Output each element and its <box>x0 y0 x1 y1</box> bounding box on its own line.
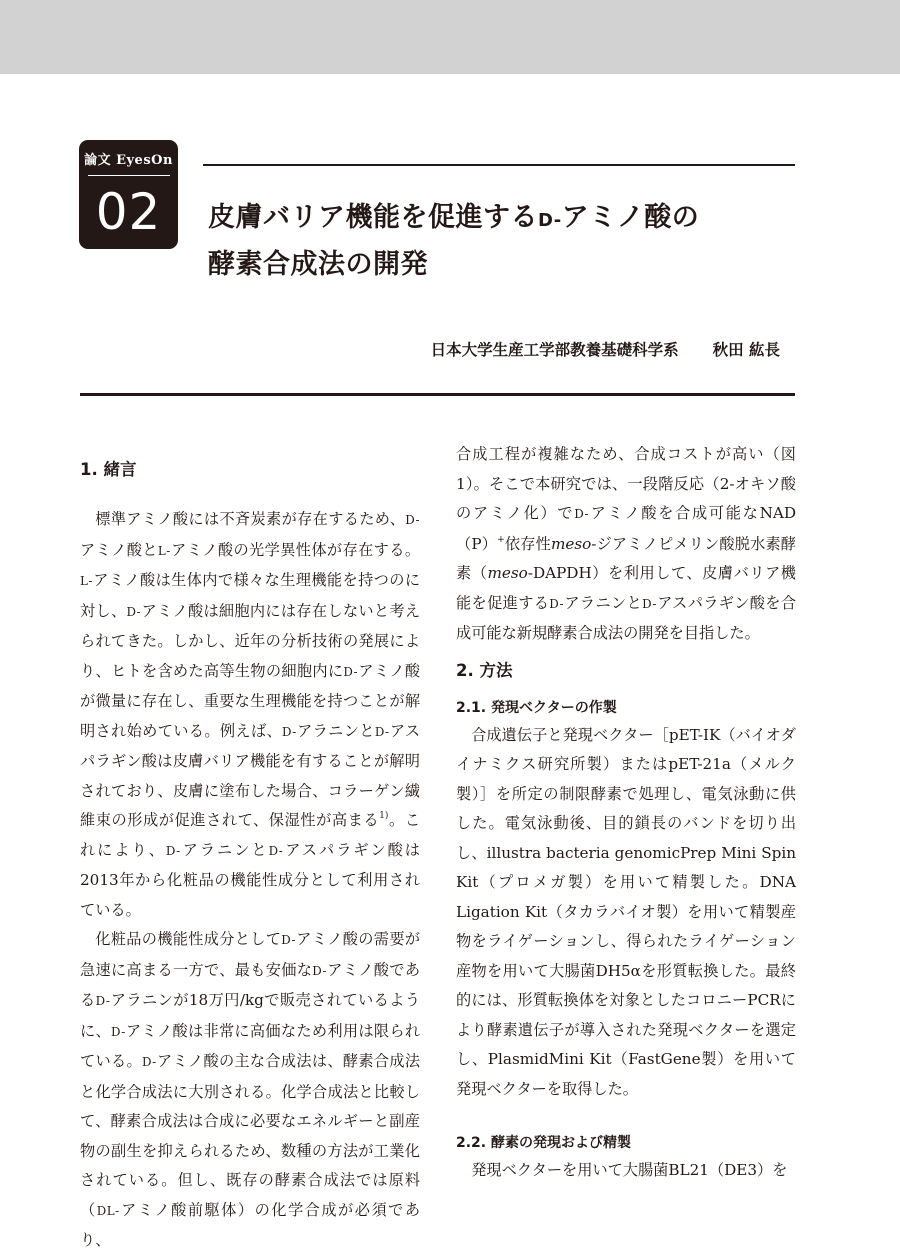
title-text: 酵素合成法の開発 <box>208 249 428 280</box>
right-column <box>456 440 796 1186</box>
paragraph: 化粧品の機能性成分としてD-アミノ酸の需要が急速に高まる一方で、最も安価なD-アミノ酸であるD-アラニンが18万円/kgで販売されているように、D-アミノ酸は非常に高価なため利用は限られている。D-アミノ酸の主な合成法は、酵素合成法と化学合成法に大別される。化学合成法と比較して、酵素合成法は合成に必要なエネルギーと副産物の副生を抑えられるため、数種の方法が工業化されている。但し、既存の酵素合成法では原料（DL-アミノ酸前駆体）の化学合成が必須であり、 <box>80 930 421 1249</box>
article-title <box>208 196 798 287</box>
title-text: アミノ酸の <box>561 202 700 233</box>
paragraph: 合成遺伝子と発現ベクター［pET-IK（バイオダイナミクス研究所製）またはpET-21a（メルク製）］を所定の制限酵素で処理し、電気泳動に供した。電気泳動後、目的鎖長のバンドを切り出し、illustra bacteria genomicPrep Mini Spin Kit（プロメガ製）を用いて精製した。DNA Ligation Kit（タカラバイオ製）を用いて精製産物をライゲーションし、得られたライゲーション産物を用いて大腸菌DH5αを形質転換した。最終的には、形質転換体を対象としたコロニーPCRにより酵素遺伝子が導入された発現ベクターを選定し、PlasmidMini Kit（FastGene製）を用いて発現ベクターを取得した。 <box>456 725 796 1098</box>
header-rule <box>80 393 795 396</box>
title-rule <box>203 164 795 166</box>
section-heading: 2. 方法 <box>456 660 513 680</box>
badge-label: 論文 EyesOn <box>84 153 173 168</box>
title-text: 皮膚バリア機能を促進する <box>208 202 538 233</box>
section-heading: 1. 緒言 <box>80 460 137 479</box>
paragraph: 標準アミノ酸には不斉炭素が存在するため、D-アミノ酸とL-アミノ酸の光学異性体が存在する。L-アミノ酸は生体内で様々な生理機能を持つのに対し、D-アミノ酸は細胞内には存在しないと考えられてきた。しかし、近年の分析技術の発展により、ヒトを含めた高等生物の細胞内にD-アミノ酸が微量に存在し、重要な生理機能を持つことが解明され始めている。例えば、D-アラニンとD-アスパラギン酸は皮膚バリア機能を有することが解明されており、皮膚に塗布した場合、コラーゲン繊維束の形成が促進されて、保湿性が高まる$^{1)}$。これにより、D-アラニンとD-アスパラギン酸は2013年から化粧品の機能性成分として利用されている。 <box>80 510 421 919</box>
top-band <box>0 0 900 74</box>
badge-divider <box>88 175 170 176</box>
subsection-heading: 2.1. 発現ベクターの作製 <box>456 699 617 716</box>
paragraph: 合成工程が複雑なため、合成コストが高い（図1）。そこで本研究では、一段階反応（2-オキソ酸のアミノ化）でD-アミノ酸を合成可能なNAD（P）+依存性meso-ジアミノピメリン酸脱水素酵素（meso-DAPDH）を利用して、皮膚バリア機能を促進するD-アラニンとD-アスパラギン酸を合成可能な新規酵素合成法の開発を目指した。 <box>456 445 797 642</box>
subsection-heading: 2.2. 酵素の発現および精製 <box>456 1135 631 1151</box>
title-text: D- <box>538 210 562 231</box>
author-name: 秋田 紘長 <box>712 341 780 359</box>
citation-ref: 1) <box>379 811 389 822</box>
author-line <box>380 338 780 360</box>
left-column <box>80 460 420 1256</box>
badge-number: 02 <box>95 183 162 241</box>
article-badge <box>79 140 178 249</box>
paragraph: 発現ベクターを用いて大腸菌BL21（DE3）を <box>471 1161 788 1179</box>
author-affiliation: 日本大学生産工学部教養基礎科学系 <box>430 341 679 359</box>
